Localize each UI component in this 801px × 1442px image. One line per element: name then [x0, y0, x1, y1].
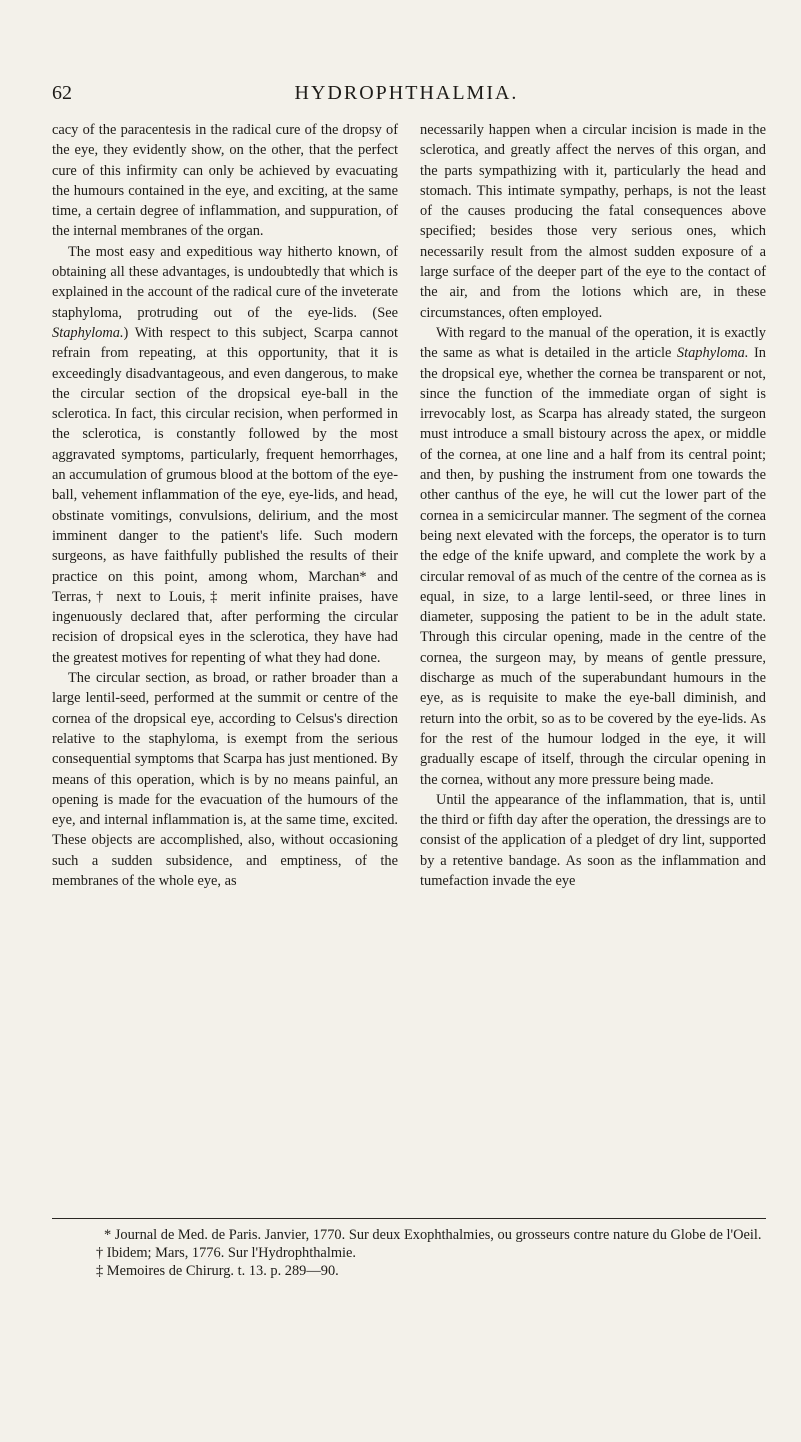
- footnote: † Ibidem; Mars, 1776. Sur l'Hydrophthalmie.: [96, 1245, 356, 1261]
- page-number: 62: [52, 82, 72, 104]
- paragraph: necessarily happen when a circular incision is made in the sclerotica, and greatly affect the nerves of this organ, and the parts sympathizing with it, particularly the head and stomach. This intimate sympathy, perhaps, is not the least of the causes producing the fatal consequences above specified; besides those very serious ones, which necessarily result from the almost sudden exposure of a large surface of the deeper part of the eye to the contact of the air, and from the lotions which are, in these circumstances, often employed.: [420, 122, 766, 321]
- cross-reference: Staphyloma.: [676, 345, 749, 362]
- paragraph: The circular section, as broad, or rather broader than a large lentil-seed, performed at the summit or centre of the cornea of the dropsical eye, according to Celsus's direction relative to the staphyloma, is exempt from the serious consequential symptoms that Scarpa has just mentioned. By means of this operation, which is by no means painful, an opening is made for the evacuation of the humours of the eye, and internal inflammation is, at the same time, excited. These objects are accomplished, also, without occasioning such a sudden subsidence, and emptiness, of the membranes of the whole eye, as: [52, 670, 398, 889]
- paragraph: Until the appearance of the inflammation, that is, until the third or fifth day after the operation, the dressings are to consist of the application of a pledget of dry lint, supported by a retentive bandage. As soon as the inflammation and tumefaction invade the eye: [420, 791, 766, 889]
- paragraph: [52, 242, 398, 668]
- paragraph: [420, 323, 766, 790]
- paragraph-text: The most easy and expeditious way hitherto known, of obtaining all these advantages, is undoubtedly that which is explained in the account of the radical cure of the inveterate staphyloma, protruding out of the eye-lids. (See: [52, 243, 398, 321]
- running-head: HYDROPHTHALMIA.: [294, 82, 519, 104]
- left-column: [52, 120, 398, 891]
- footnote-divider: [52, 1218, 766, 1219]
- footnote: ‡ Memoires de Chirurg. t. 13. p. 289—90.: [96, 1263, 339, 1279]
- footnotes: [52, 1226, 766, 1280]
- body-columns: [52, 120, 766, 1210]
- paragraph-text: In the dropsical eye, whether the cornea be transparent or not, since the function of the immediate organ of sight is irrevocably lost, as Scarpa has already stated, the surgeon must introduce a small bistoury across the apex, or middle of the cornea, at one line and a half from its central point; and then, by pushing the instrument from one towards the other canthus of the eye, he will cut the lower part of the cornea in a semicircular manner. The segment of the cornea being next elevated with the forceps, the operator is to turn the edge of the knife upward, and complete the work by a circular removal of as much of the centre of the cornea as is equal, in size, to a large lentil-seed, or three lines in diameter, supposing the patient to be in the adult state. Through this circular opening, made in the centre of the cornea, the surgeon may, by means of gentle pressure, discharge as much of the superabundant humours in the eye, as is requisite to make the eye-ball diminish, and return into the orbit, so as to be covered by the eye-lids. As for the rest of the humour lodged in the eye, it will gradually escape of itself, through the circular opening in the cornea, without any more pressure being made.: [420, 345, 767, 788]
- page-header: [52, 82, 761, 108]
- paragraph-text: With regard to the manual of the operation, it is exactly the same as what is detailed in the article: [420, 324, 766, 362]
- footnote: * Journal de Med. de Paris. Janvier, 1770. Sur deux Exophthalmies, ou grosseurs contre nature du Globe de l'Oeil.: [104, 1227, 762, 1243]
- paragraph: cacy of the paracentesis in the radical cure of the dropsy of the eye, they evidently show, on the other, that the perfect cure of this infirmity can only be achieved by evacuating the humours contained in the eye, and exciting, at the same time, a certain degree of inflammation, and suppuration, of the internal membranes of the organ.: [52, 122, 398, 240]
- right-column: [420, 120, 766, 891]
- paragraph-text: ) With respect to this subject, Scarpa cannot refrain from repeating, at this opportunity, that it is exceedingly disadvantageous, and even dangerous, to make the circular section of the dropsical eye-ball in the sclerotica. In fact, this circular recision, when performed in the sclerotica, is constantly followed by the most aggravated symptoms, particularly, frequent hemorrhages, an accumulation of grumous blood at the bottom of the eye-ball, vehement inflammation of the eye, eye-lids, and head, obstinate vomitings, convulsions, delirium, and the most imminent danger to the patient's life. Such modern surgeons, as have faithfully published the results of their practice on this point, among whom, Marchan* and Terras,† next to Louis,‡ merit infinite praises, have ingenuously declared that, after performing the circular recision of dropsical eyes in the sclerotica, they have had the greatest motives for repenting of what they had done.: [52, 324, 398, 666]
- cross-reference: Staphyloma.: [52, 324, 124, 341]
